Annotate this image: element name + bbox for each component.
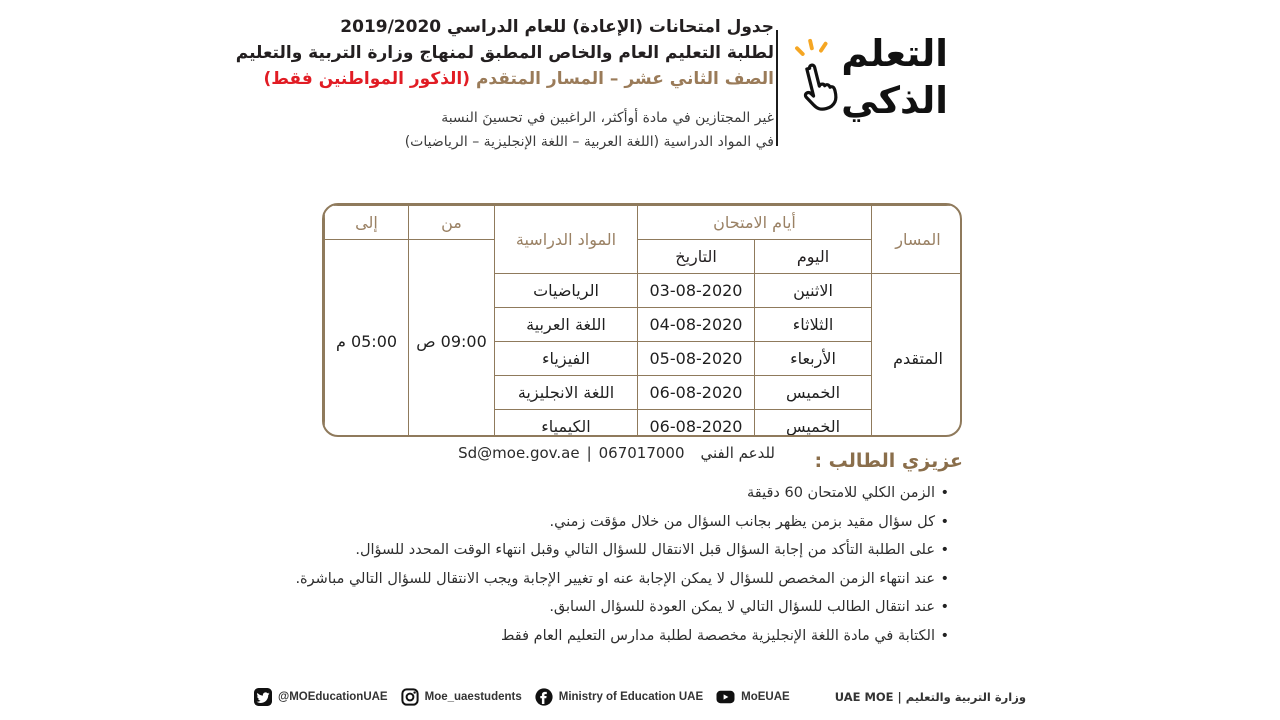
- support-email: Sd@moe.gov.ae: [458, 444, 580, 462]
- col-header-subjects: المواد الدراسية: [495, 206, 638, 274]
- date-cell: 05-08-2020: [638, 342, 755, 376]
- support-label: للدعم الفني: [700, 444, 775, 462]
- header-note-1: غير المجتازين في مادة أوأكثر، الراغبين في تحسينَ النسبة: [441, 110, 774, 126]
- date-cell: 06-08-2020: [638, 410, 755, 438]
- subject-cell: الفيزياء: [495, 342, 638, 376]
- table-header-row-1: [325, 206, 963, 240]
- col-header-to: إلى: [325, 206, 409, 240]
- date-cell: 06-08-2020: [638, 376, 755, 410]
- to-time-value: 05:00 م: [325, 240, 409, 438]
- col-header-day: اليوم: [755, 240, 872, 274]
- logo-text: [841, 30, 948, 124]
- student-notes-section: [295, 450, 963, 650]
- support-phone: 067017000: [598, 444, 685, 462]
- date-cell: 03-08-2020: [638, 274, 755, 308]
- audience-note-text: (الذكور المواطنين فقط): [263, 69, 471, 89]
- day-cell: الأربعاء: [755, 342, 872, 376]
- header-title: جدول امتحانات (الإعادة) للعام الدراسي 2019/2020: [340, 17, 774, 37]
- exam-schedule-table: [322, 203, 962, 437]
- exam-table-body: [325, 206, 963, 438]
- instagram-label: Moe_uaestudents: [424, 691, 522, 703]
- subject-cell: اللغة الانجليزية: [495, 376, 638, 410]
- table-header-row-2: [325, 240, 963, 274]
- youtube-label: MoEUAE: [741, 691, 790, 703]
- instagram-handle: [401, 688, 522, 706]
- header-note-2: في المواد الدراسية (اللغة العربية – اللغة الإنجليزية – الرياضيات): [404, 134, 774, 150]
- day-cell: الخميس: [755, 376, 872, 410]
- smart-learning-logo: [792, 24, 948, 140]
- day-cell: الخميس: [755, 410, 872, 438]
- twitter-label: @MOEducationUAE: [278, 691, 388, 703]
- from-time-value: 09:00 ص: [409, 240, 495, 438]
- moe-brand: وزارة التربية والتعليم | UAE MOE: [834, 690, 1026, 704]
- logo-word-1: التعلم: [841, 32, 948, 75]
- social-footer: [0, 688, 1280, 706]
- instagram-icon: [401, 688, 419, 706]
- student-notes-heading: عزيزي الطالب :: [814, 450, 963, 472]
- day-cell: الاثنين: [755, 274, 872, 308]
- col-header-from: من: [409, 206, 495, 240]
- header-block: [235, 14, 774, 154]
- logo-word-2: الذكي: [841, 79, 948, 122]
- subject-cell: الكيمياء: [495, 410, 638, 438]
- support-separator: |: [586, 444, 592, 462]
- note-item: • الكتابة في مادة اللغة الإنجليزية مخصصة لطلبة مدارس التعليم العام فقط: [313, 622, 949, 651]
- facebook-label: Ministry of Education UAE: [558, 691, 704, 703]
- header-divider: [776, 30, 778, 146]
- subject-cell: اللغة العربية: [495, 308, 638, 342]
- student-notes-list: [295, 479, 963, 650]
- track-value: المتقدم: [872, 274, 963, 438]
- header-subtitle: لطلبة التعليم العام والخاص المطبق لمنهاج وزارة التربية والتعليم: [235, 43, 774, 63]
- col-header-exam-days: أيام الامتحان: [638, 206, 872, 240]
- facebook-icon: [535, 688, 553, 706]
- subject-cell: الرياضيات: [495, 274, 638, 308]
- date-cell: 04-08-2020: [638, 308, 755, 342]
- note-item: • عند انتهاء الزمن المخصص للسؤال لا يمكن الإجابة عنه او تغيير الإجابة ويجب الانتقال للسؤال التالي مباشرة.: [313, 565, 949, 594]
- grade-track-text: الصف الثاني عشر – المسار المتقدم: [470, 69, 774, 89]
- twitter-handle: [254, 688, 388, 706]
- col-header-track: المسار: [872, 206, 963, 274]
- youtube-handle: [716, 688, 790, 706]
- note-item: • الزمن الكلي للامتحان 60 دقيقة: [313, 479, 949, 508]
- col-header-date: التاريخ: [638, 240, 755, 274]
- header-grade-line: [263, 66, 774, 92]
- note-item: • كل سؤال مقيد بزمن يظهر بجانب السؤال من خلال مؤقت زمني.: [313, 508, 949, 537]
- youtube-icon: [716, 688, 735, 706]
- twitter-icon: [254, 688, 272, 706]
- note-item: • عند انتقال الطالب للسؤال التالي لا يمكن العودة للسؤال السابق.: [313, 593, 949, 622]
- note-item: • على الطلبة التأكد من إجابة السؤال قبل الانتقال للسؤال التالي وقبل انتهاء الوقت المحدد للسؤال.: [313, 536, 949, 565]
- day-cell: الثلاثاء: [755, 308, 872, 342]
- facebook-handle: [535, 688, 703, 706]
